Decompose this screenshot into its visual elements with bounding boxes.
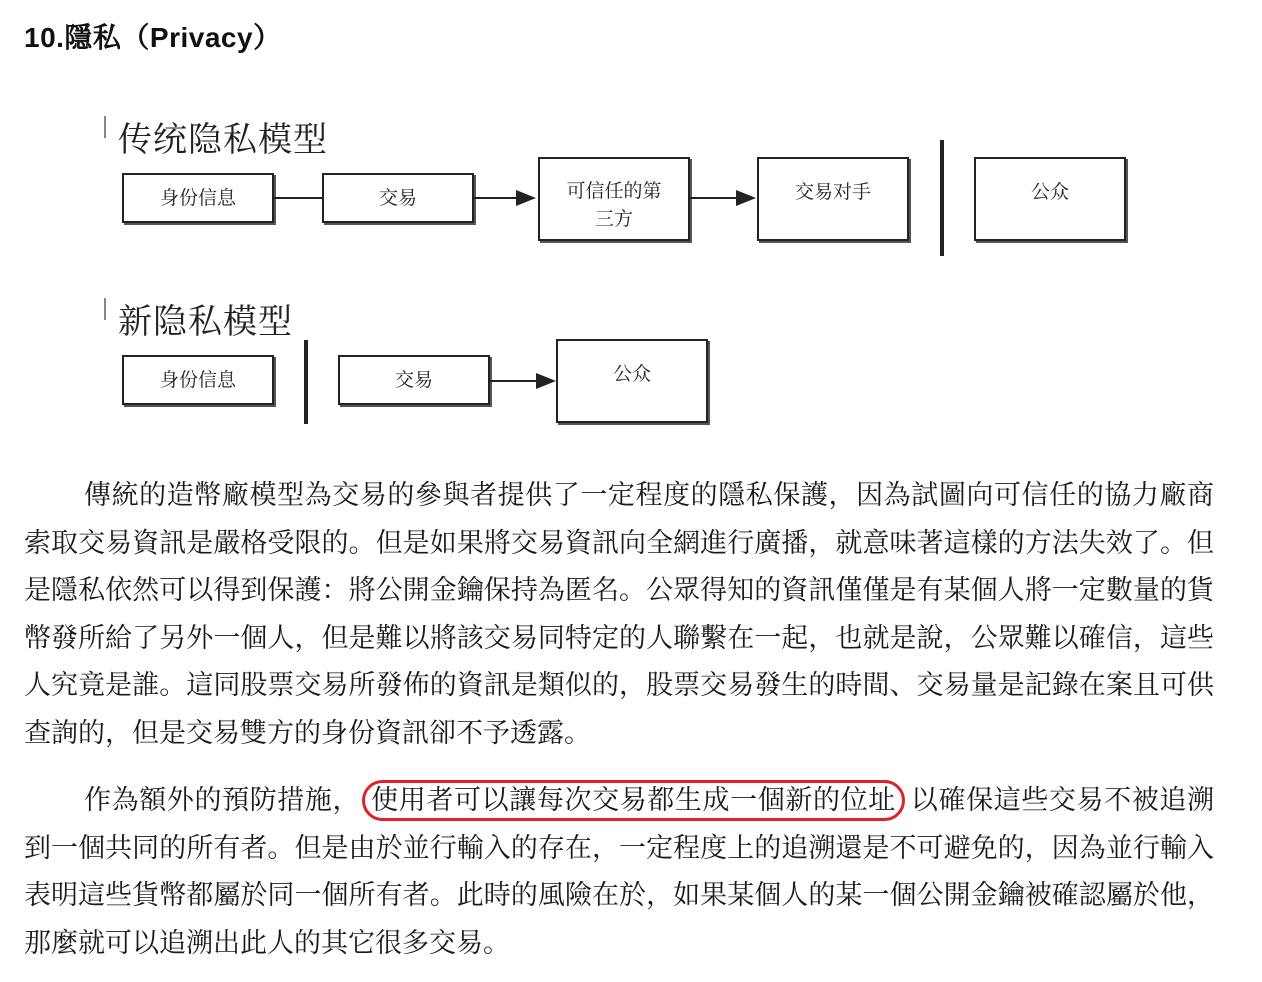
privacy-divider xyxy=(940,140,944,256)
arrow-head xyxy=(536,373,556,389)
box-counterparty xyxy=(757,157,909,241)
paragraph-precaution-lead: 作為額外的預防措施， xyxy=(84,785,361,816)
privacy-divider-new xyxy=(304,340,308,424)
box-identity-label: 身份信息 xyxy=(159,187,236,209)
new-model-title-text: 新隐私模型 xyxy=(118,302,293,342)
box-identity-new-label: 身份信息 xyxy=(159,369,236,391)
box-public-label: 公众 xyxy=(1030,181,1069,203)
box-identity-new xyxy=(122,355,274,405)
traditional-model-title-text: 传统隐私模型 xyxy=(118,120,328,160)
section-title: 10.隱私（Privacy） xyxy=(24,22,282,53)
paragraph-precaution xyxy=(24,777,1214,967)
new-model-title xyxy=(118,294,293,343)
arrow-head xyxy=(736,190,756,206)
title-marker xyxy=(104,116,106,138)
box-transaction-new-label: 交易 xyxy=(394,369,433,391)
paragraph-precaution-rest: 以確保這些交易不被追溯到一個共同的所有者。但是由於並行輸入的存在，一定程度上的追溯還是不可避免的，因為並行輸入表明這些貨幣都屬於同一個所有者。此時的風險在於，如果某個人的某一個公開金鑰被確認屬於他，那麼就可以追溯出此人的其它很多交易。 xyxy=(24,785,1215,959)
arrow-head xyxy=(516,190,536,206)
box-transaction xyxy=(322,173,474,223)
box-transaction-label: 交易 xyxy=(378,187,417,209)
paragraph-traditional-model: 傳統的造幣廠模型為交易的參與者提供了一定程度的隱私保護，因為試圖向可信任的協力廠商索取交易資訊是嚴格受限的。但是如果將交易資訊向全網進行廣播，就意味著這樣的方法失效了。但是隱私依然可以得到保護：將公開金鑰保持為匿名。公眾得知的資訊僅僅是有某個人將一定數量的貨幣發所給了另外一個人，但是難以將該交易同特定的人聯繫在一起，也就是說，公眾難以確信，這些人究竟是誰。這同股票交易所發佈的資訊是類似的，股票交易發生的時間、交易量是記錄在案且可供查詢的，但是交易雙方的身份資訊卻不予透露。 xyxy=(24,480,1214,749)
box-identity xyxy=(122,173,274,223)
box-public-new-label: 公众 xyxy=(612,363,651,385)
box-counterparty-label: 交易对手 xyxy=(794,181,871,203)
box-third-party-line2: 三方 xyxy=(594,208,633,230)
connector-line xyxy=(274,197,322,199)
box-public xyxy=(974,157,1126,241)
arrow-line xyxy=(490,380,536,382)
box-third-party-line1: 可信任的第 xyxy=(566,180,662,202)
title-marker xyxy=(104,298,106,320)
arrow-line xyxy=(690,197,736,199)
box-public-new xyxy=(556,339,708,423)
arrow-line xyxy=(474,197,518,199)
box-trusted-third-party xyxy=(538,157,690,241)
traditional-model-title xyxy=(118,112,328,161)
box-transaction-new xyxy=(338,355,490,405)
highlighted-phrase: 使用者可以讓每次交易都生成一個新的位址 xyxy=(362,780,905,821)
